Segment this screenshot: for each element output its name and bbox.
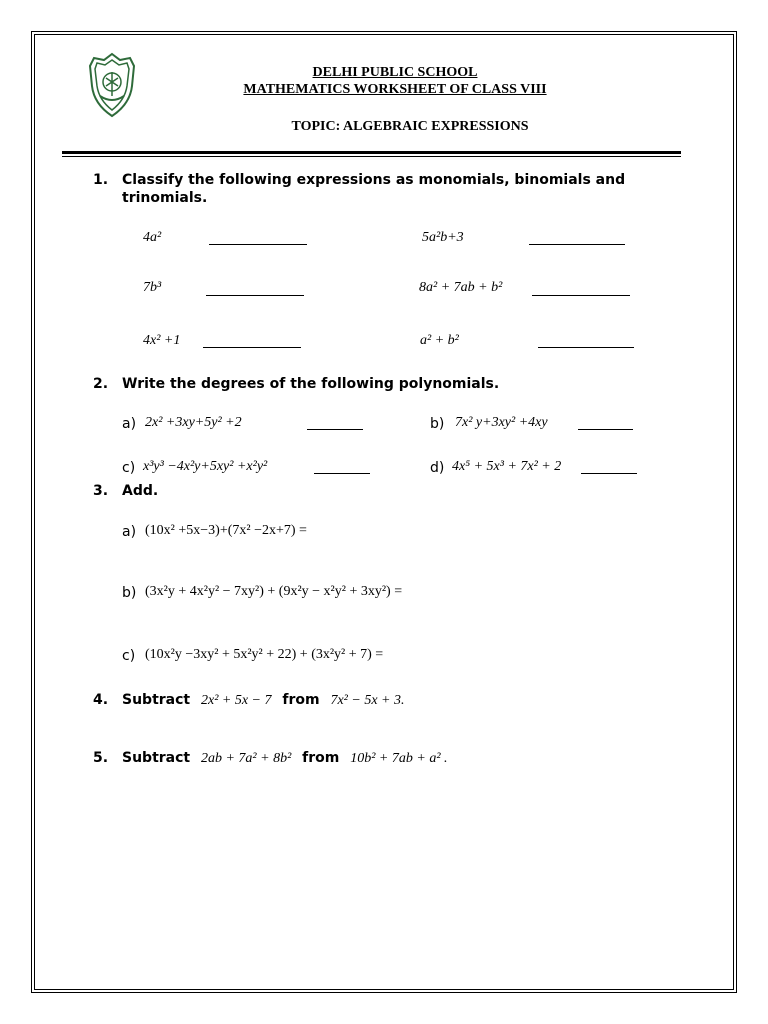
q3-expression: (10x²y −3xy² + 5x²y² + 22) + (3x²y² + 7) = (145, 647, 384, 662)
answer-blank[interactable] (206, 295, 304, 296)
question-text (122, 691, 682, 710)
q2-polynomial: 2x² +3xy+5y² +2 (145, 415, 242, 430)
answer-blank[interactable] (307, 429, 363, 430)
answer-blank[interactable] (581, 473, 637, 474)
from-word: from (302, 750, 340, 766)
question-text: Add. (122, 483, 159, 499)
item-label: a) (122, 524, 137, 540)
subtrahend-expression: 2x² + 5x − 7 (200, 693, 272, 708)
question-number: 2. (93, 376, 109, 392)
q1-expression: 4a² (143, 230, 162, 245)
subtract-word: Subtract (122, 750, 191, 766)
question-number: 5. (93, 750, 109, 766)
question-text (122, 749, 682, 768)
q3-expression: (3x²y + 4x²y² − 7xy²) + (9x²y − x²y² + 3xy²) = (145, 584, 403, 599)
minuend-expression: 10b² + 7ab + a² . (350, 751, 448, 766)
worksheet-title: MATHEMATICS WORKSHEET OF CLASS VIII (243, 82, 547, 97)
school-logo-icon (86, 52, 138, 118)
q1-expression: 5a²b+3 (422, 230, 464, 245)
answer-blank[interactable] (209, 244, 307, 245)
answer-blank[interactable] (538, 347, 634, 348)
minuend-expression: 7x² − 5x + 3. (330, 693, 405, 708)
q1-expression: 7b³ (143, 280, 162, 295)
header-divider-thick (62, 151, 681, 154)
subtrahend-expression: 2ab + 7a² + 8b² (200, 751, 292, 766)
q2-polynomial: 4x⁵ + 5x³ + 7x² + 2 (452, 459, 562, 474)
question-number: 1. (93, 172, 109, 188)
from-word: from (282, 692, 320, 708)
item-label: a) (122, 416, 137, 432)
question-number: 4. (93, 692, 109, 708)
item-label: c) (122, 648, 136, 664)
header-divider-thin (62, 156, 681, 157)
item-label: b) (430, 416, 445, 432)
question-text: Write the degrees of the following polynomials. (122, 376, 500, 392)
item-label: c) (122, 460, 136, 476)
q2-polynomial: x³y³ −4x²y+5xy² +x²y² (143, 459, 268, 474)
q3-expression: (10x² +5x−3)+(7x² −2x+7) = (145, 523, 307, 538)
item-label: d) (430, 460, 445, 476)
item-label: b) (122, 585, 137, 601)
answer-blank[interactable] (532, 295, 630, 296)
school-name: DELHI PUBLIC SCHOOL (312, 65, 478, 80)
answer-blank[interactable] (578, 429, 633, 430)
q1-expression: 4x² +1 (143, 333, 181, 348)
answer-blank[interactable] (529, 244, 625, 245)
answer-blank[interactable] (203, 347, 301, 348)
subtract-word: Subtract (122, 692, 191, 708)
question-text: Classify the following expressions as monomials, binomials and trinomials. (122, 172, 626, 206)
question-number: 3. (93, 483, 109, 499)
q1-expression: 8a² + 7ab + b² (419, 280, 503, 295)
answer-blank[interactable] (314, 473, 370, 474)
q2-polynomial: 7x² y+3xy² +4xy (455, 415, 548, 430)
q1-expression: a² + b² (420, 333, 459, 348)
topic-title: TOPIC: ALGEBRAIC EXPRESSIONS (291, 119, 529, 134)
